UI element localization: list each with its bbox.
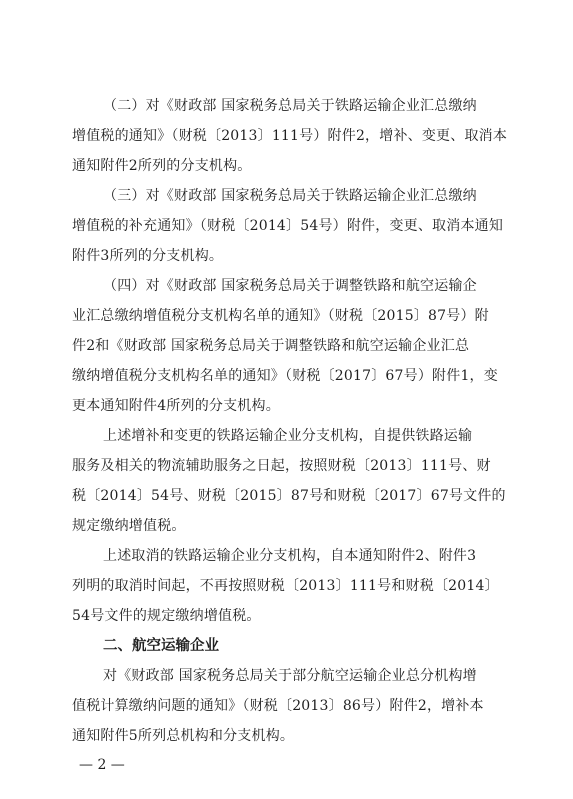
paragraph-1-line-2: 增值税的通知》（财税〔2013〕111号）附件2，增补、变更、取消本 xyxy=(72,128,508,144)
final-paragraph-line-1: 对《财政部 国家税务总局关于部分航空运输企业总分机构增 xyxy=(103,668,477,684)
paragraph-3-line-1: （四）对《财政部 国家税务总局关于调整铁路和航空运输企 xyxy=(103,278,477,294)
paragraph-4-line-1: 上述增补和变更的铁路运输企业分支机构，自提供铁路运输 xyxy=(103,428,473,444)
paragraph-4-line-3: 税〔2014〕54号、财税〔2015〕87号和财税〔2017〕67号文件的 xyxy=(72,488,506,504)
paragraph-5-line-2: 列明的取消时间起，不再按照财税〔2013〕111号和财税〔2014〕 xyxy=(72,578,499,594)
paragraph-2-line-3: 附件3所列的分支机构。 xyxy=(72,248,224,264)
paragraph-5-line-3: 54号文件的规定缴纳增值税。 xyxy=(72,608,261,624)
paragraph-3-line-5: 更本通知附件4所列的分支机构。 xyxy=(72,398,280,414)
paragraph-3-line-2: 业汇总缴纳增值税分支机构名单的通知》（财税〔2015〕87号）附 xyxy=(72,308,489,324)
paragraph-3-line-4: 缴纳增值税分支机构名单的通知》（财税〔2017〕67号）附件1，变 xyxy=(72,368,498,384)
section-heading: 二、航空运输企业 xyxy=(103,638,219,654)
paragraph-1-line-3: 通知附件2所列的分支机构。 xyxy=(72,158,252,174)
paragraph-4-line-4: 规定缴纳增值税。 xyxy=(72,518,186,534)
paragraph-2-line-2: 增值税的补充通知》（财税〔2014〕54号）附件，变更、取消本通知 xyxy=(72,218,504,234)
final-paragraph-line-2: 值税计算缴纳问题的通知》（财税〔2013〕86号）附件2，增补本 xyxy=(72,698,484,714)
paragraph-2-line-1: （三）对《财政部 国家税务总局关于铁路运输企业汇总缴纳 xyxy=(103,188,477,204)
paragraph-1-line-1: （二）对《财政部 国家税务总局关于铁路运输企业汇总缴纳 xyxy=(103,98,477,114)
final-paragraph-line-3: 通知附件5所列总机构和分支机构。 xyxy=(72,728,295,744)
page-number: — 2 — xyxy=(79,757,125,773)
paragraph-5-line-1: 上述取消的铁路运输企业分支机构，自本通知附件2、附件3 xyxy=(103,548,477,564)
paragraph-3-line-3: 件2和《财政部 国家税务总局关于调整铁路和航空运输企业汇总 xyxy=(72,338,470,354)
paragraph-4-line-2: 服务及相关的物流辅助服务之日起，按照财税〔2013〕111号、财 xyxy=(72,458,491,474)
